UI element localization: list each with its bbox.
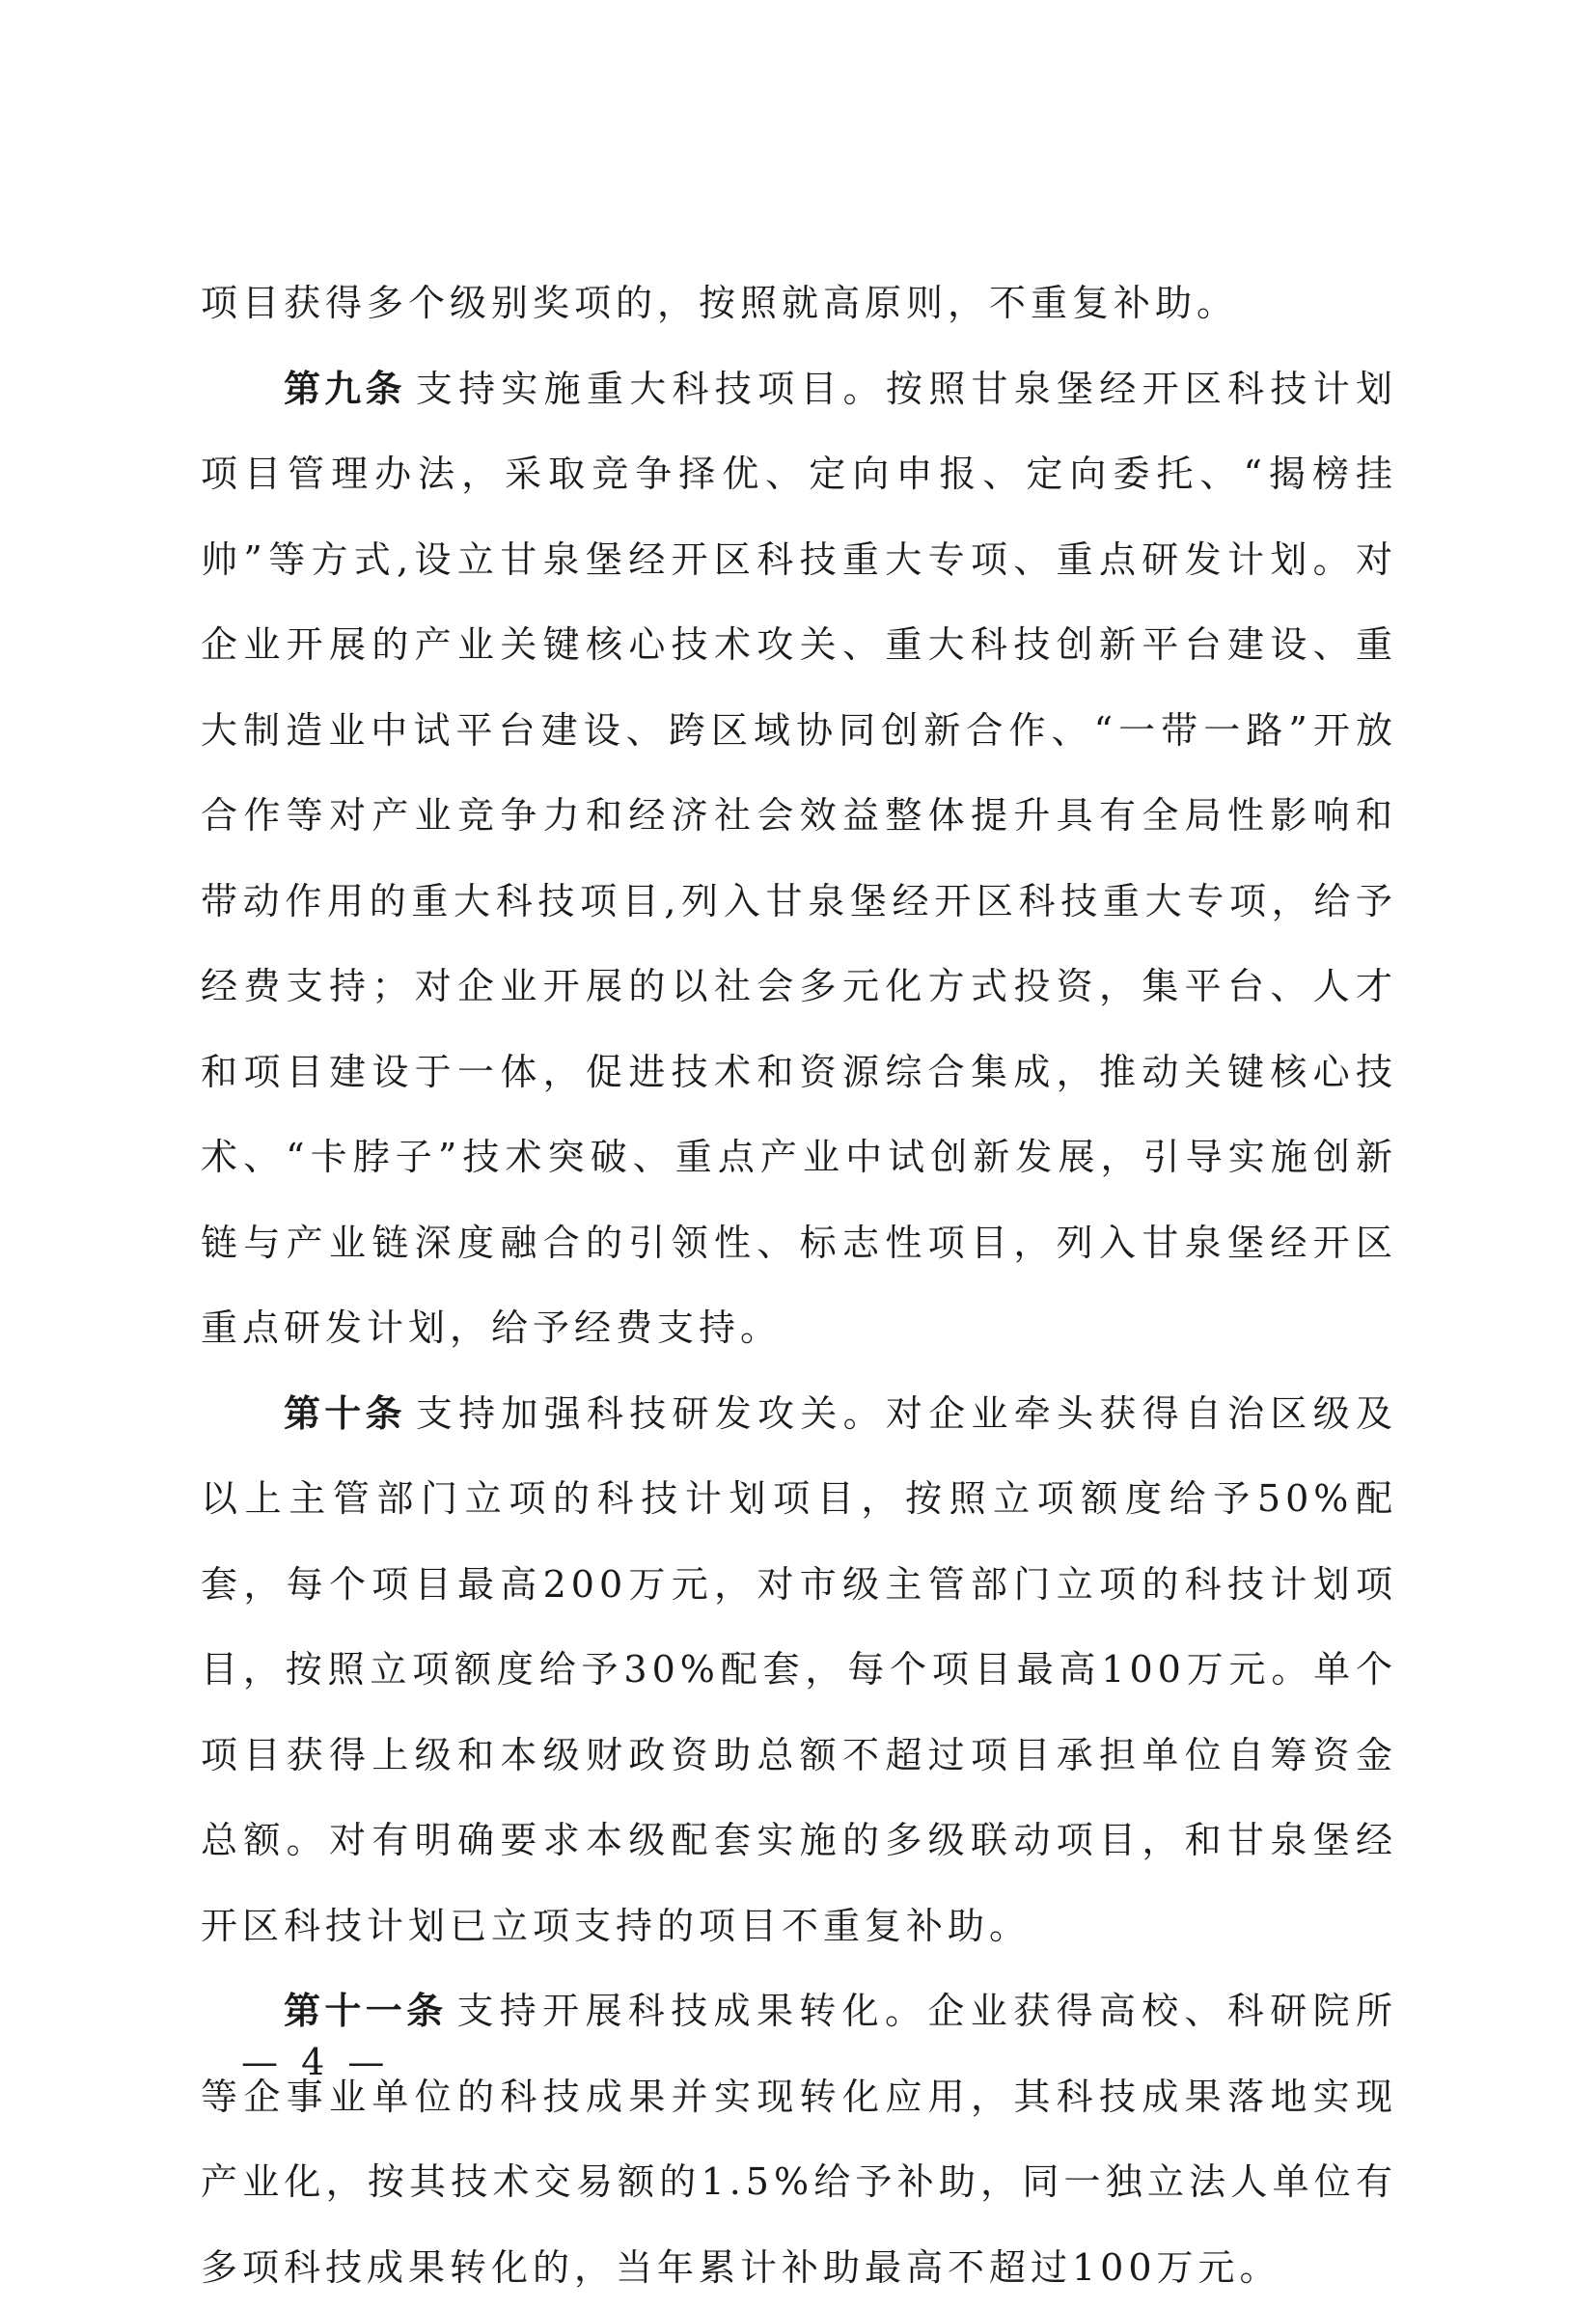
paragraph-text: 支持实施重大科技项目。按照甘泉堡经开区科技计划项目管理办法，采取竞争择优、定向申报、定向委托、“揭榜挂帅”等方式,设立甘泉堡经开区科技重大专项、重点研发计划。对企业开展的产业关键核心技术攻关、重大科技创新平台建设、重大制造业中试平台建设、跨区域协同创新合作、“一带一路”开放合作等对产业竞争力和经济社会效益整体提升具有全局性影响和带动作用的重大科技项目,列入甘泉堡经开区科技重大专项，给予经费支持；对企业开展的以社会多元化方式投资，集平台、人才和项目建设于一体，促进技术和资源综合集成，推动关键核心技术、“卡脖子”技术突破、重点产业中试创新发展，引导实施创新链与产业链深度融合的引领性、标志性项目，列入甘泉堡经开区重点研发计划，给予经费支持。 [201, 367, 1397, 1349]
paragraph-article-10 [201, 1371, 1397, 1969]
paragraph-text: 支持开展科技成果转化。企业获得高校、科研院所等企事业单位的科技成果并实现转化应用，其科技成果落地实现产业化，按其技术交易额的1.5%给予补助，同一独立法人单位有多项科技成果转化的，当年累计补助最高不超过100万元。 [201, 1990, 1397, 2289]
article-heading: 第十一条 [284, 1990, 448, 2032]
body-text [201, 261, 1397, 2310]
article-heading: 第十条 [284, 1391, 406, 1435]
paragraph-article-11 [201, 1968, 1397, 2310]
page-number: — 4 — [241, 2041, 391, 2083]
article-heading: 第九条 [284, 367, 406, 410]
paragraph-text: 项目获得多个级别奖项的，按照就高原则，不重复补助。 [201, 282, 1239, 324]
paragraph-continuation [201, 261, 1397, 346]
paragraph-text: 支持加强科技研发攻关。对企业牵头获得自治区级及以上主管部门立项的科技计划项目，按照立项额度给予50%配套，每个项目最高200万元，对市级主管部门立项的科技计划项目，按照立项额度给予30%配套，每个项目最高100万元。单个项目获得上级和本级财政资助总额不超过项目承担单位自筹资金总额。对有明确要求本级配套实施的多级联动项目，和甘泉堡经开区科技计划已立项支持的项目不重复补助。 [201, 1391, 1397, 1947]
paragraph-article-9 [201, 346, 1397, 1371]
